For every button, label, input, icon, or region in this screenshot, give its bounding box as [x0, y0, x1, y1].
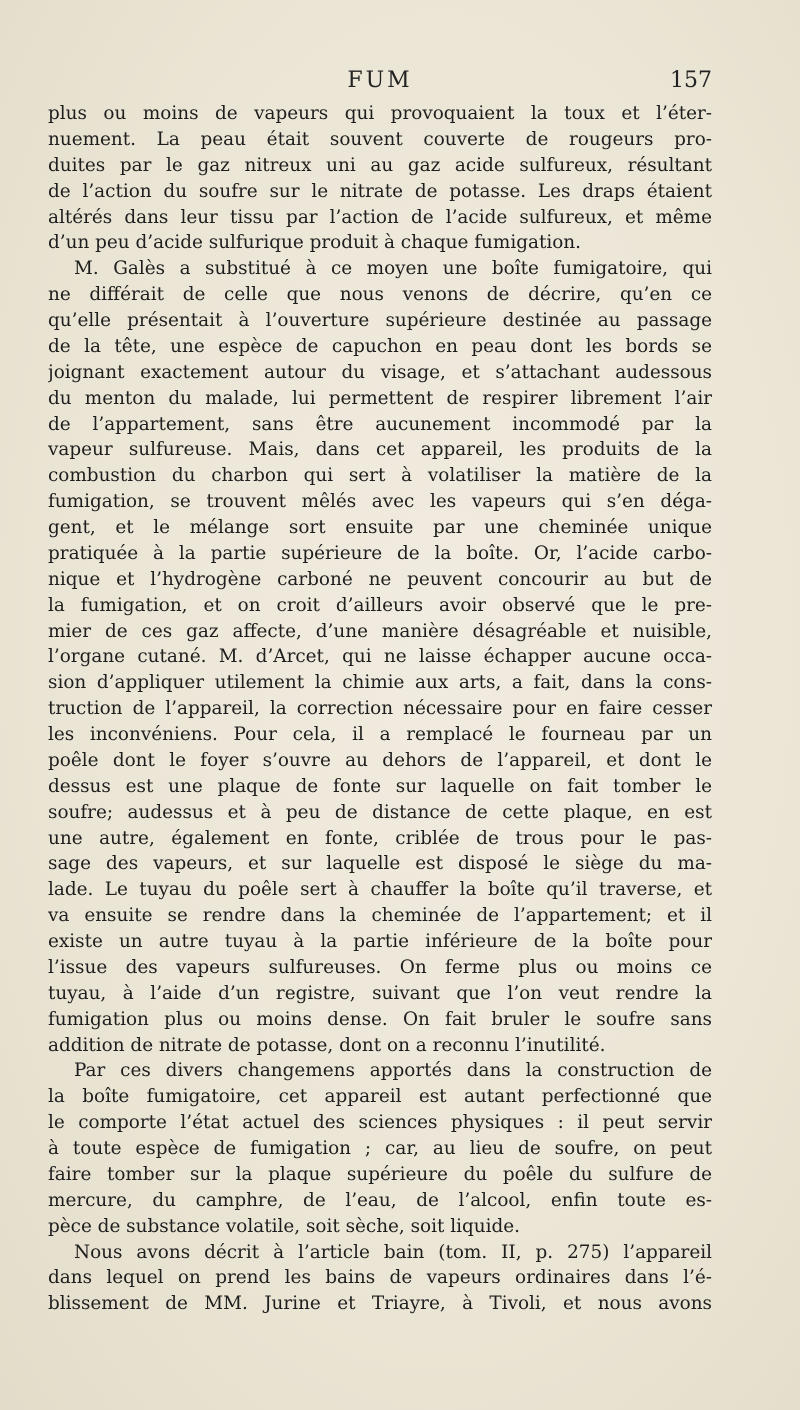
text-line: la boîte fumigatoire, cet appareil est autant perfectionné que [48, 1086, 712, 1108]
text-line: faire tomber sur la plaque supérieure du poêle du sulfure de [48, 1163, 712, 1185]
text-line: lade. Le tuyau du poêle sert à chauffer la boîte qu’il traverse, et [48, 879, 712, 901]
paragraph [48, 1058, 712, 1239]
text-line: de l’action du soufre sur le nitrate de potasse. Les draps étaient [48, 180, 712, 202]
text-line: à toute espèce de fumigation ; car, au lieu de soufre, on peut [48, 1138, 712, 1159]
text-line: fumigation, se trouvent mêlés avec les vapeurs qui s’en déga- [48, 491, 712, 513]
text-line: d’un peu d’acide sulfurique produit à chaque fumigation. [48, 232, 581, 254]
text-line: altérés dans leur tissu par l’action de l’acide sulfureux, et même [48, 206, 712, 228]
text-line: joignant exactement autour du visage, et s’attachant audessous [48, 361, 712, 383]
text-line: vapeur sulfureuse. Mais, dans cet appareil, les produits de la [48, 439, 712, 461]
text-line: nique et l’hydrogène carboné ne peuvent concourir au but de [48, 568, 712, 590]
text-line: de la tête, une espèce de capuchon en peau dont les bords se [48, 335, 712, 357]
text-line: truction de l’appareil, la correction nécessaire pour en faire cesser [48, 698, 712, 720]
text-line: l’issue des vapeurs sulfureuses. On ferme plus ou moins ce [48, 956, 712, 978]
text-line: nuement. La peau était souvent couverte de rougeurs pro- [48, 128, 712, 150]
text-line: sion d’appliquer utilement la chimie aux arts, a fait, dans la cons- [48, 672, 712, 694]
text-line: sage des vapeurs, et sur laquelle est disposé le siège du ma- [48, 853, 712, 875]
text-line: mercure, du camphre, de l’eau, de l’alcool, enfin toute es- [48, 1189, 712, 1211]
paragraph [48, 101, 712, 256]
text-line: de l’appartement, sans être aucunement incommodé par la [48, 413, 712, 435]
text-line: soufre; audessus et à peu de distance de cette plaque, en est [48, 801, 712, 823]
text-line: plus ou moins de vapeurs qui provoquaient la toux et l’éter- [48, 103, 712, 124]
text-line: pèce de substance volatile, soit sèche, soit liquide. [48, 1215, 521, 1237]
text-line: dessus est une plaque de fonte sur laquelle on fait tomber le [48, 775, 712, 797]
paragraph [48, 1240, 712, 1318]
text-line: Nous avons décrit à l’article bain (tom. II, p. 275) l’appareil [74, 1241, 712, 1263]
text-line: ne différait de celle que nous venons de décrire, qu’en ce [48, 284, 712, 306]
text-line: mier de ces gaz affecte, d’une manière désagréable et nuisible, [48, 620, 712, 642]
text-line: la fumigation, et on croit d’ailleurs avoir observé que le pre- [48, 594, 712, 616]
text-line: une autre, également en fonte, criblée de trous pour le pas- [48, 827, 712, 849]
page-number: 157 [670, 68, 712, 93]
text-line: tuyau, à l’aide d’un registre, suivant que l’on veut rendre la [48, 982, 712, 1004]
text-line: existe un autre tuyau à la partie inférieure de la boîte pour [48, 931, 712, 952]
text-line: va ensuite se rendre dans la cheminée de l’appartement; et il [48, 905, 712, 927]
text-line: addition de nitrate de potasse, dont on a reconnu l’inutilité. [48, 1034, 606, 1056]
text-line: l’organe cutané. M. d’Arcet, qui ne laisse échapper aucune occa- [48, 646, 712, 668]
text-line: gent, et le mélange sort ensuite par une cheminée unique [48, 517, 712, 538]
page-header [48, 68, 712, 102]
text-line: Par ces divers changemens apportés dans la construction de [74, 1060, 712, 1082]
text-line: les inconvéniens. Pour cela, il a remplacé le fourneau par un [48, 724, 712, 745]
text-line: du menton du malade, lui permettent de respirer librement l’air [48, 387, 712, 409]
running-head: FUM [347, 68, 413, 93]
body-text [48, 101, 712, 1317]
text-line: qu’elle présentait à l’ouverture supérieure destinée au passage [48, 310, 712, 331]
text-line: combustion du charbon qui sert à volatiliser la matière de la [48, 465, 712, 487]
text-line: fumigation plus ou moins dense. On fait bruler le soufre sans [48, 1008, 712, 1030]
paragraph [48, 256, 712, 1058]
text-line: duites par le gaz nitreux uni au gaz acide sulfureux, résultant [48, 154, 712, 176]
text-line: pratiquée à la partie supérieure de la boîte. Or, l’acide carbo- [48, 542, 712, 564]
text-line: le comporte l’état actuel des sciences physiques : il peut servir [48, 1112, 712, 1134]
text-line: poêle dont le foyer s’ouvre au dehors de l’appareil, et dont le [48, 749, 712, 771]
text-line: blissement de MM. Jurine et Triayre, à Tivoli, et nous avons [48, 1293, 712, 1315]
text-line: M. Galès a substitué à ce moyen une boîte fumigatoire, qui [74, 258, 712, 280]
text-line: dans lequel on prend les bains de vapeurs ordinaires dans l’é- [48, 1267, 712, 1289]
